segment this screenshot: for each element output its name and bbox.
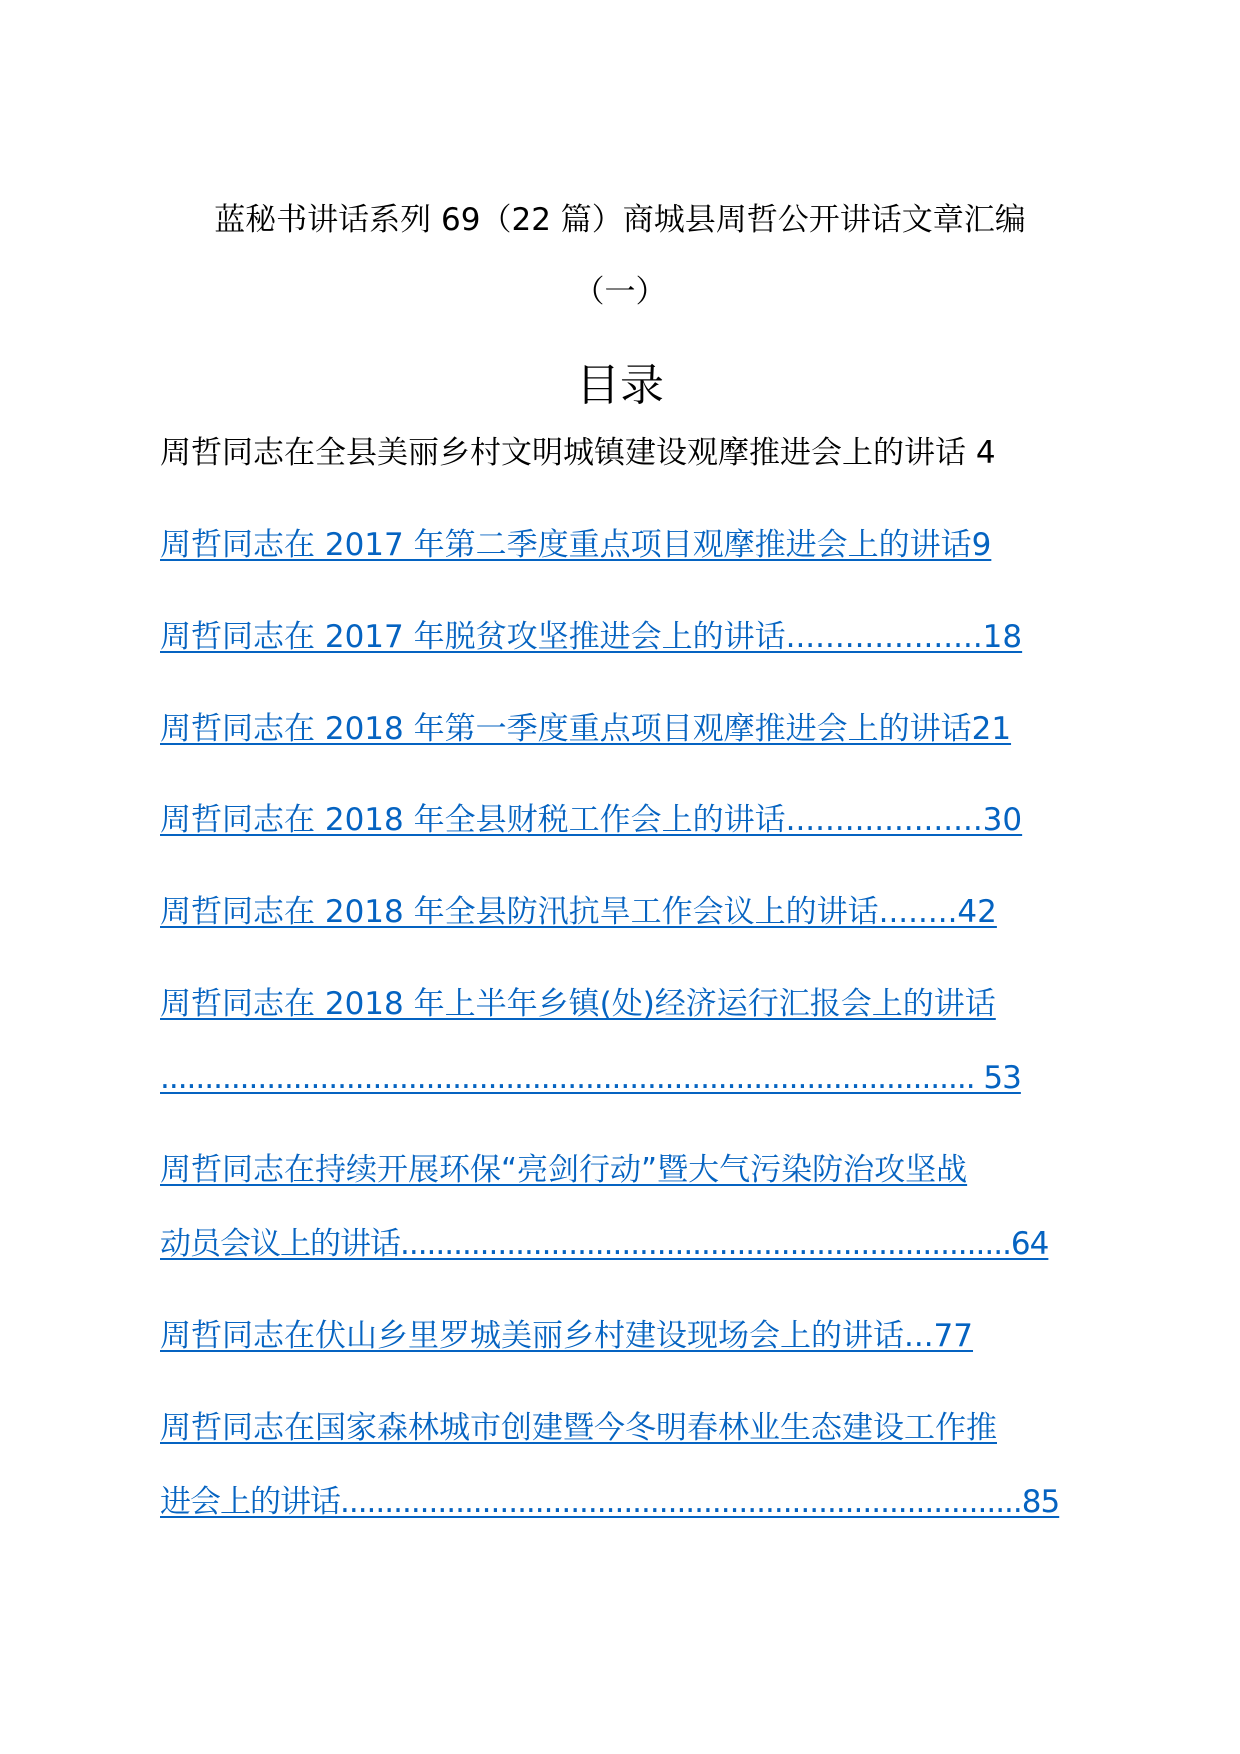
toc-entry-8[interactable] (160, 1316, 973, 1356)
toc-entry-7-line1[interactable] (160, 1150, 967, 1190)
toc-link[interactable]: 周哲同志在 2017 年第二季度重点项目观摩推进会上的讲话9 (160, 527, 992, 563)
toc-entry-3[interactable] (160, 709, 1011, 749)
toc-link[interactable]: 周哲同志在伏山乡里罗城美丽乡村建设现场会上的讲话...77 (160, 1318, 974, 1354)
toc-link[interactable]: 周哲同志在 2018 年全县财税工作会上的讲话....................30 (160, 802, 1023, 838)
document-title-line1: 蓝秘书讲话系列 69（22 篇）商城县周哲公开讲话文章汇编 (214, 202, 1026, 238)
toc-entry-6-line2[interactable] (160, 1058, 1021, 1098)
toc-entry-9-line1[interactable] (160, 1408, 997, 1448)
toc-link[interactable]: 周哲同志在国家森林城市创建暨今冬明春林业生态建设工作推 (160, 1410, 997, 1446)
toc-entry-title: 周哲同志在全县美丽乡村文明城镇建设观摩推进会上的讲话 (160, 435, 966, 471)
toc-entry-6-line1[interactable] (160, 984, 996, 1024)
toc-entry-2[interactable] (160, 617, 1022, 657)
toc-entry-5[interactable] (160, 892, 997, 932)
toc-link[interactable]: 周哲同志在持续开展环保“亮剑行动”暨大气污染防治攻坚战 (160, 1152, 968, 1188)
toc-link[interactable]: 周哲同志在 2018 年上半年乡镇(处)经济运行汇报会上的讲话 (160, 986, 996, 1022)
toc-link[interactable]: 周哲同志在 2018 年全县防汛抗旱工作会议上的讲话........42 (160, 894, 997, 930)
toc-link-continuation[interactable]: ............................................................................................ 53 (160, 1060, 1021, 1096)
toc-link[interactable]: 周哲同志在 2017 年脱贫攻坚推进会上的讲话....................18 (160, 619, 1023, 655)
toc-link-continuation[interactable]: 进会上的讲话.............................................................................85 (160, 1484, 1060, 1520)
toc-entry-7-line2[interactable] (160, 1224, 1048, 1264)
toc-entry-first[interactable] (160, 433, 996, 473)
toc-entry-1[interactable] (160, 525, 991, 565)
toc-heading: 目录 (576, 360, 664, 411)
toc-entry-4[interactable] (160, 800, 1022, 840)
toc-entry-9-line2[interactable] (160, 1482, 1059, 1522)
toc-link[interactable]: 周哲同志在 2018 年第一季度重点项目观摩推进会上的讲话21 (160, 711, 1012, 747)
document-title-line2: （一） (573, 274, 667, 310)
toc-link-continuation[interactable]: 动员会议上的讲话.....................................................................64 (160, 1226, 1049, 1262)
toc-entry-page: 4 (975, 435, 996, 471)
